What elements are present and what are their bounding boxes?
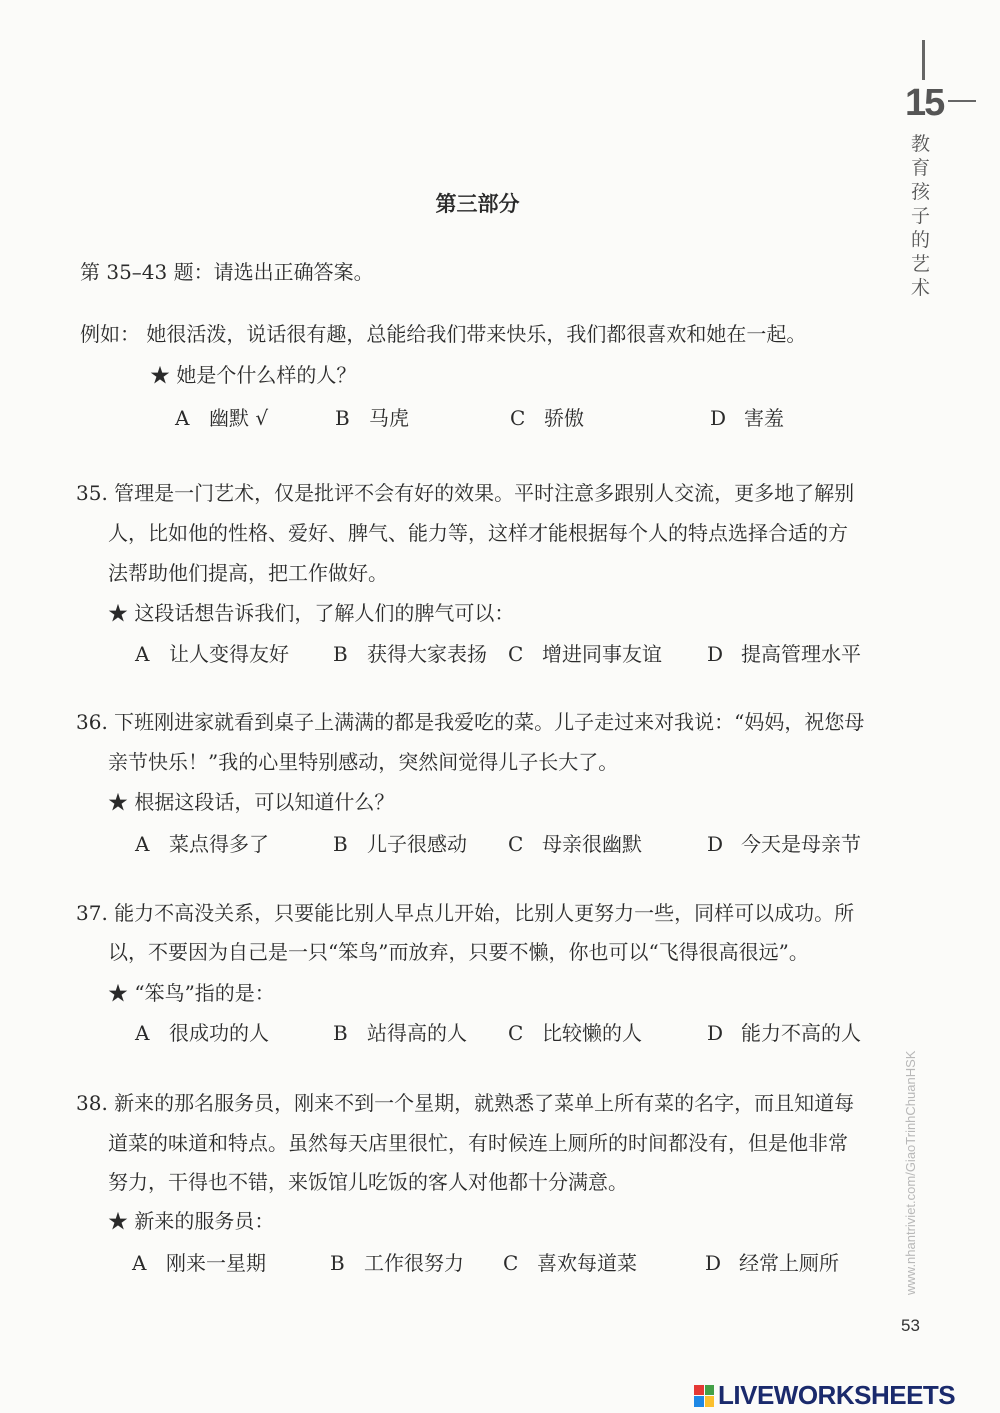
option-text: 让人变得友好: [169, 642, 289, 666]
option-letter: A: [132, 1251, 147, 1275]
unit-number: 15: [905, 82, 944, 124]
section-title: 第三部分: [435, 192, 520, 216]
question-35-line: 35. 管理是一门艺术，仅是批评不会有好的效果。平时注意多跟别人交流，更多地了解别: [76, 481, 855, 505]
option-a[interactable]: [175, 406, 268, 430]
logo-square: [694, 1396, 704, 1407]
option-b[interactable]: [333, 642, 487, 666]
option-letter: B: [333, 642, 348, 666]
question-35-prompt: ★ 这段话想告诉我们，了解人们的脾气可以：: [108, 601, 515, 625]
option-text: 经常上厕所: [739, 1251, 839, 1275]
option-a[interactable]: [135, 832, 269, 856]
option-d[interactable]: [707, 832, 861, 856]
question-37-line: 以，不要因为自己是一只“笨鸟”而放弃，只要不懒，你也可以“飞得很高很远”。: [108, 940, 809, 964]
option-text: 幽默 √: [209, 406, 269, 430]
option-text: 害羞: [744, 406, 784, 430]
option-d[interactable]: [707, 1021, 861, 1045]
option-letter: C: [508, 832, 524, 856]
liveworksheets-logo: [694, 1380, 955, 1411]
logo-square: [694, 1385, 704, 1396]
option-text: 很成功的人: [169, 1021, 269, 1045]
option-letter: B: [333, 1021, 348, 1045]
option-b[interactable]: [333, 832, 467, 856]
watermark: www.nhantriviet.com/GiaoTrinhChuanHSK: [903, 1050, 918, 1295]
option-d[interactable]: [710, 406, 784, 430]
option-letter: D: [705, 1251, 722, 1275]
logo-text: LIVEWORKSHEETS: [718, 1380, 956, 1410]
question-36-line: 亲节快乐！”我的心里特别感动，突然间觉得儿子长大了。: [108, 750, 619, 774]
option-text: 工作很努力: [364, 1251, 464, 1275]
option-c[interactable]: [508, 832, 642, 856]
option-text: 马虎: [369, 406, 409, 430]
question-37-prompt: ★ “笨鸟”指的是：: [108, 981, 275, 1005]
option-b[interactable]: [330, 1251, 464, 1275]
option-letter: A: [135, 832, 150, 856]
logo-square: [705, 1396, 715, 1407]
option-d[interactable]: [707, 642, 861, 666]
horizontal-rule: [948, 100, 976, 102]
example-question: ★ 她是个什么样的人？: [150, 363, 357, 387]
vertical-rule: [922, 40, 925, 80]
option-c[interactable]: [503, 1251, 637, 1275]
option-letter: B: [330, 1251, 345, 1275]
question-36-line: 36. 下班刚进家就看到桌子上满满的都是我爱吃的菜。儿子走过来对我说：“妈妈，祝您母: [76, 710, 865, 734]
question-38-prompt: ★ 新来的服务员：: [108, 1209, 275, 1233]
option-letter: C: [508, 1021, 524, 1045]
question-38-line: 道菜的味道和特点。虽然每天店里很忙，有时候连上厕所的时间都没有，但是他非常: [108, 1131, 848, 1155]
question-37-line: 37. 能力不高没关系，只要能比别人早点儿开始，比别人更努力一些，同样可以成功。所: [76, 901, 855, 925]
logo-square: [705, 1385, 715, 1396]
option-text: 菜点得多了: [169, 832, 269, 856]
option-letter: C: [508, 642, 524, 666]
option-c[interactable]: [508, 1021, 642, 1045]
option-text: 儿子很感动: [367, 832, 467, 856]
option-text: 站得高的人: [367, 1021, 467, 1045]
option-letter: A: [135, 642, 150, 666]
question-38-line: 努力，干得也不错，来饭馆儿吃饭的客人对他都十分满意。: [108, 1170, 628, 1194]
option-text: 获得大家表扬: [367, 642, 487, 666]
logo-mark-icon: [694, 1385, 714, 1407]
option-text: 刚来一星期: [166, 1251, 266, 1275]
option-letter: D: [707, 642, 724, 666]
option-text: 母亲很幽默: [542, 832, 642, 856]
page-number: 53: [901, 1316, 920, 1335]
question-35-line: 法帮助他们提高，把工作做好。: [108, 561, 388, 585]
option-a[interactable]: [135, 642, 289, 666]
question-35-line: 人，比如他的性格、爱好、脾气、能力等，这样才能根据每个人的特点选择合适的方: [108, 521, 848, 545]
option-letter: C: [510, 406, 526, 430]
option-letter: D: [707, 1021, 724, 1045]
option-letter: A: [175, 406, 190, 430]
option-letter: C: [503, 1251, 519, 1275]
option-d[interactable]: [705, 1251, 839, 1275]
option-letter: D: [707, 832, 724, 856]
option-text: 比较懒的人: [542, 1021, 642, 1045]
option-letter: A: [135, 1021, 150, 1045]
option-b[interactable]: [335, 406, 409, 430]
option-a[interactable]: [132, 1251, 266, 1275]
option-text: 能力不高的人: [741, 1021, 861, 1045]
option-text: 喜欢每道菜: [537, 1251, 637, 1275]
option-c[interactable]: [508, 642, 662, 666]
instruction: 第 35–43 题：请选出正确答案。: [80, 260, 374, 284]
example-text: 例如： 她很活泼，说话很有趣，总能给我们带来快乐，我们都很喜欢和她在一起。: [80, 322, 807, 346]
question-36-prompt: ★ 根据这段话，可以知道什么？: [108, 790, 395, 814]
question-38-line: 38. 新来的那名服务员，刚来不到一个星期，就熟悉了菜单上所有菜的名字，而且知道每: [76, 1091, 855, 1115]
option-text: 骄傲: [544, 406, 584, 430]
option-c[interactable]: [510, 406, 584, 430]
option-b[interactable]: [333, 1021, 467, 1045]
option-text: 提高管理水平: [741, 642, 861, 666]
option-text: 增进同事友谊: [542, 642, 662, 666]
option-letter: D: [710, 406, 727, 430]
option-text: 今天是母亲节: [741, 832, 861, 856]
option-a[interactable]: [135, 1021, 269, 1045]
option-letter: B: [333, 832, 348, 856]
option-letter: B: [335, 406, 350, 430]
unit-title: 教育孩子的艺术: [911, 133, 931, 299]
